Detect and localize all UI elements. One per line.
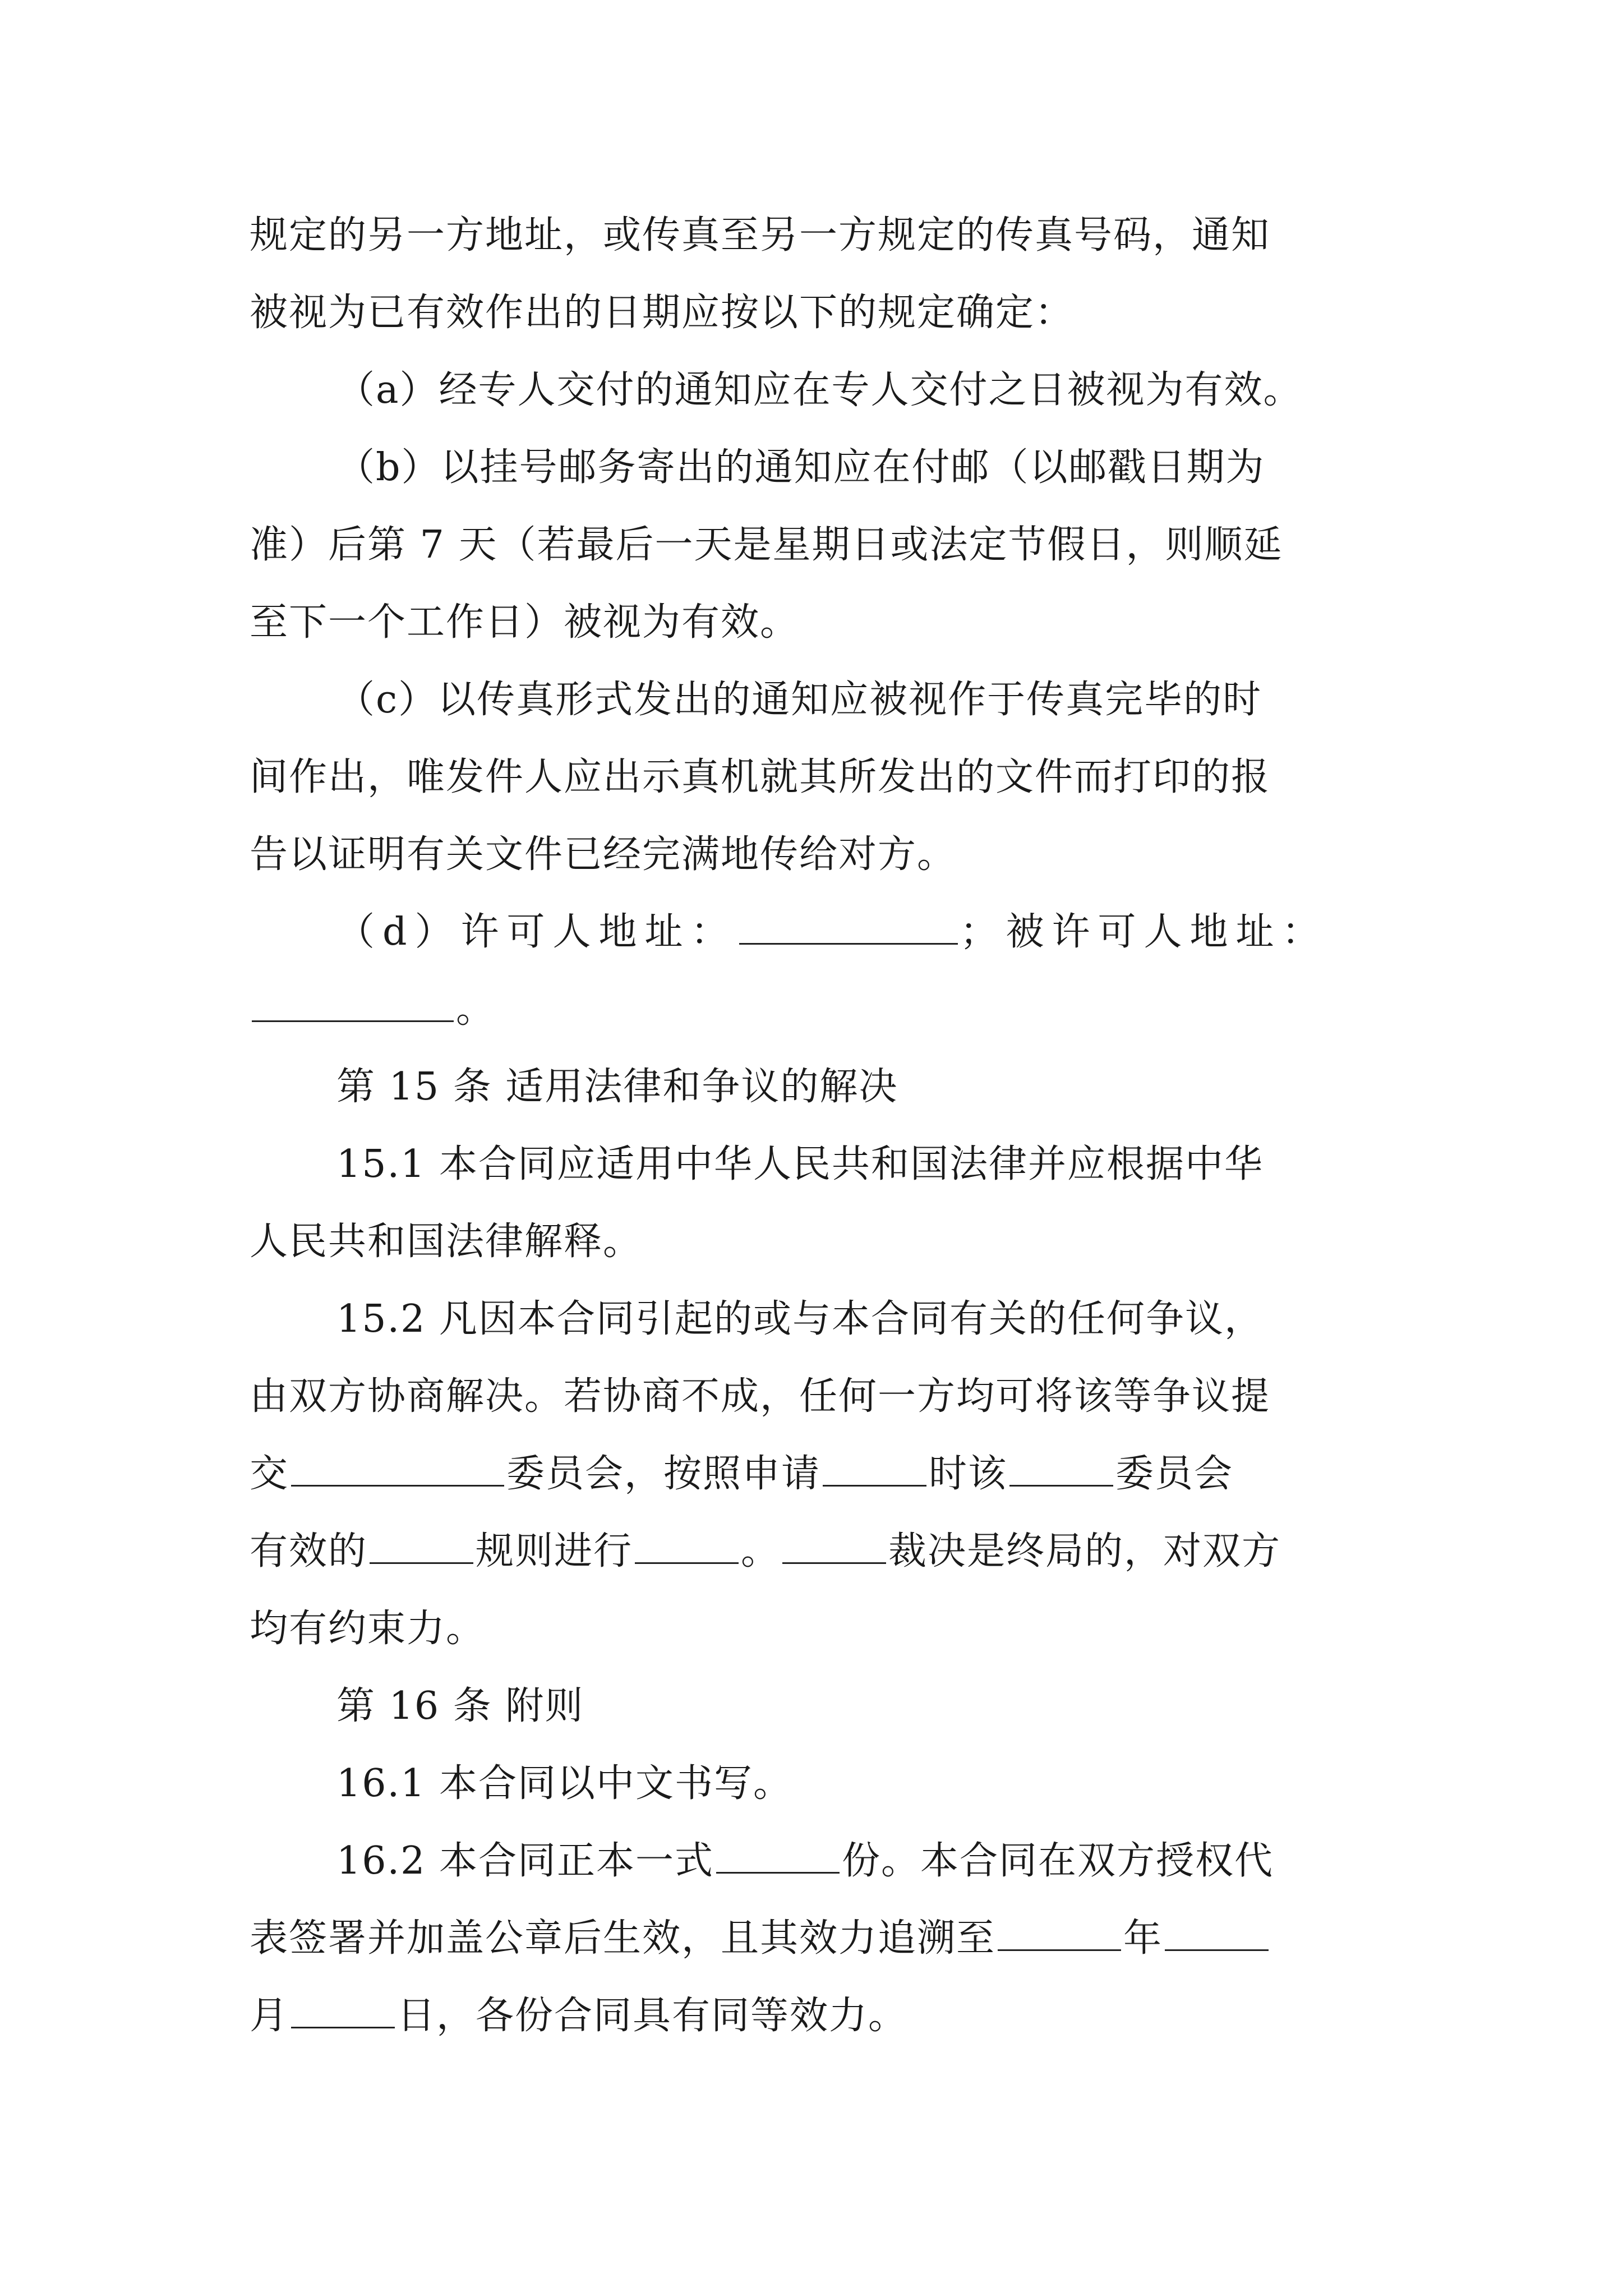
section-16-1: 16.1 本合同以中文书写。: [336, 1761, 793, 1806]
paragraph-line: 告以证明有关文件已经完满地传给对方。: [250, 832, 957, 877]
paragraph-line: 有效的 规则进行 。 裁决是终局的，对双方: [250, 1525, 1281, 1579]
paragraph-line: 被视为已有效作出的日期应按以下的规定确定：: [250, 291, 1075, 335]
section-16-2: 16.2 本合同正本一式 份。本合同在双方授权代: [336, 1834, 1274, 1888]
paragraph-line: 至下一个工作日）被视为有效。: [250, 600, 800, 645]
paragraph-line: 准）后第 7 天（若最后一天是星期日或法定节假日，则顺延: [250, 523, 1283, 567]
paragraph-line: 均有约束力。: [250, 1607, 486, 1651]
paragraph-line: 表签署并加盖公章后生效，且其效力追溯至 年: [250, 1912, 1271, 1966]
commission-blank[interactable]: [1009, 1450, 1113, 1487]
rules-blank[interactable]: [370, 1527, 473, 1564]
year-blank[interactable]: [998, 1915, 1121, 1951]
proceed-blank[interactable]: [635, 1527, 739, 1564]
paragraph-line: 月 日，各份合同具有同等效力。: [250, 1989, 907, 2043]
day-blank[interactable]: [291, 1992, 395, 2028]
article-16-title: 第 16 条 附则: [336, 1684, 584, 1728]
clause-c: （c）以传真形式发出的通知应被视作于传真完毕的时: [336, 678, 1262, 722]
licensee-address-blank[interactable]: [252, 986, 454, 1022]
article-15-title: 第 15 条 适用法律和争议的解决: [336, 1065, 898, 1109]
paragraph-line: 规定的另一方地址，或传真至另一方规定的传真号码，通知: [250, 213, 1271, 257]
paragraph-line: 人民共和国法律解释。: [250, 1220, 643, 1264]
licensee-address-label: ；被许可人地址：: [960, 910, 1328, 954]
application-blank[interactable]: [823, 1450, 926, 1487]
month-blank[interactable]: [1165, 1915, 1269, 1951]
licensor-address-label: （d）许可人地址：: [336, 910, 737, 954]
clause-b: （b）以挂号邮务寄出的通知应在付邮（以邮戳日期为: [336, 445, 1265, 490]
section-15-1: 15.1 本合同应适用中华人民共和国法律并应根据中华: [336, 1142, 1264, 1186]
paragraph-line: 间作出，唯发件人应出示真机就其所发出的文件而打印的报: [250, 755, 1271, 799]
clause-a: （a）经专人交付的通知应在专人交付之日被视为有效。: [336, 368, 1303, 412]
clause-d: [336, 905, 1328, 959]
award-blank[interactable]: [782, 1527, 886, 1564]
section-15-2: 15.2 凡因本合同引起的或与本合同有关的任何争议，: [336, 1297, 1264, 1341]
licensor-address-blank[interactable]: [739, 908, 958, 945]
paragraph-line: 由双方协商解决。若协商不成，任何一方均可将该等争议提: [250, 1374, 1271, 1419]
copies-blank[interactable]: [716, 1837, 840, 1874]
paragraph-line: 交 委员会，按照申请 时该 委员会: [250, 1447, 1233, 1501]
clause-d-continued: 。: [250, 983, 495, 1037]
arbitration-commission-blank[interactable]: [291, 1450, 504, 1487]
